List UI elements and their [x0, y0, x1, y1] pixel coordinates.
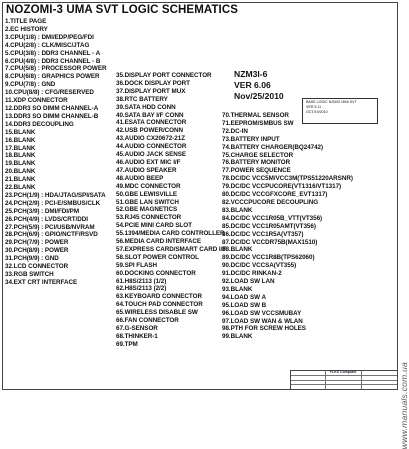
toc-entry: 22.BLANK: [5, 184, 36, 192]
toc-entry: 98.PTH FOR SCREW HOLES: [222, 325, 306, 333]
toc-entry: 83.BLANK: [222, 206, 253, 214]
toc-entry: 1.TITLE PAGE: [5, 18, 47, 25]
toc-entry: 50.GBE LEWISVILLE: [116, 190, 178, 198]
toc-entry: 93.BLANK: [222, 285, 253, 293]
toc-entry: 97.LOAD SW WAN & WLAN: [222, 317, 303, 325]
toc-column-1: [5, 18, 106, 287]
toc-entry: 36.DOCK DISPLAY PORT: [116, 79, 190, 87]
toc-entry: 39.SATA HDD CONN: [116, 103, 176, 111]
title-block-rule: [291, 384, 397, 385]
toc-entry: 12.DDR3 SO DIMM CHANNEL-A: [5, 104, 99, 112]
toc-entry: 67.G-SENSOR: [116, 325, 158, 332]
toc-entry: 32.LCD CONNECTOR: [5, 263, 69, 271]
toc-entry: 52.GBE MAGNETICS: [116, 206, 178, 214]
toc-entry: 62.H8S/2113 (2/2): [116, 285, 167, 293]
toc-entry: 96.LOAD SW VCCSMUBAY: [222, 309, 302, 317]
toc-entry: 89.DC/DC VCC1R8B(TPS62060): [222, 254, 315, 262]
title-block-rule: [291, 380, 397, 381]
toc-entry: 86.DC/DC VCC1R5A(VT357): [222, 230, 304, 238]
toc-entry: 13.DDR3 SO DIMM CHANNEL-B: [5, 112, 99, 120]
toc-entry: 90.DC/DC VCCSA(VT355): [222, 262, 297, 270]
note-line-3: OCT/19/2010: [306, 110, 328, 114]
toc-entry: 40.SATA BAY I/F CONN: [116, 111, 184, 119]
toc-entry: 19.BLANK: [5, 160, 36, 168]
toc-entry: 69.TPM: [116, 340, 138, 348]
toc-entry: 46.AUDIO EXT MIC I/F: [116, 158, 181, 166]
toc-entry: 28.PCH(6/9) : GPIO/NCTF/RSVD: [5, 231, 98, 239]
toc-entry: 95.LOAD SW B: [222, 301, 267, 309]
toc-entry: 43.AUDIO CX20672-21Z: [116, 135, 185, 143]
toc-entry: 37.DISPLAY PORT MUX: [116, 87, 186, 95]
toc-entry: 7.CPU(5/8) : PROCESSOR POWER: [5, 65, 107, 73]
toc-entry: 94.LOAD SW A: [222, 293, 266, 301]
toc-entry: 54.PCIE MINI CARD SLOT: [116, 222, 192, 230]
revision-date: Nov/25/2010: [234, 91, 284, 101]
toc-entry: 84.DC/DC VCC1R05B_VTT(VT356): [222, 214, 323, 222]
note-line-2: VER 5.11: [306, 105, 322, 109]
toc-entry: 29.PCH(7/9) : POWER: [5, 239, 69, 247]
toc-entry: 27.PCH(5/9) : PCI/USB/NVRAM: [5, 223, 95, 231]
toc-entry: 82.VCCCPUCORE DECOUPLING: [222, 198, 319, 206]
toc-entry: 42.USB POWER/CONN: [116, 127, 184, 135]
toc-entry: 3.CPU(1/8) : DMI/EDP/PEG/FDI: [5, 33, 94, 41]
toc-entry: 74.BATTERY CHARGER(BQ24742): [222, 143, 324, 151]
toc-entry: 61.H8S/2113 (1/2): [116, 277, 167, 285]
toc-entry: 2.EC HISTORY: [5, 25, 48, 33]
toc-entry: 60.DOCKING CONNECTOR: [116, 269, 196, 277]
toc-entry: 41.ESATA CONNECTOR: [116, 119, 187, 127]
toc-entry: 23.PCH(1/9) : HDA/JTAG/SPI/SATA: [5, 191, 106, 199]
toc-entry: 35.DISPLAY PORT CONNECTOR: [116, 72, 212, 79]
toc-entry: 73.BATTERY INPUT: [222, 135, 280, 143]
toc-entry: 4.CPU(2/8) : CLK/MISC/JTAG: [5, 41, 90, 49]
toc-entry: 77.POWER SEQUENCE: [222, 167, 291, 175]
toc-entry: 87.DC/DC VCCDR75B(MAX1510): [222, 238, 318, 246]
toc-entry: 75.CHARGE SELECTOR: [222, 151, 294, 159]
revision-info: [234, 69, 284, 102]
base-logic-note-box: [302, 98, 378, 124]
document-title: NOZOMI-3 UMA SVT LOGIC SCHEMATICS: [6, 4, 239, 16]
toc-entry: 92.LOAD SW LAN: [222, 278, 275, 286]
model-number: NZM3I-6: [234, 69, 268, 79]
toc-entry: 63.KEYBOARD CONNECTOR: [116, 293, 202, 301]
toc-entry: 20.BLANK: [5, 168, 36, 176]
toc-entry: 16.BLANK: [5, 136, 36, 144]
toc-entry: 65.WIRELESS DISABLE SW: [116, 309, 198, 317]
toc-entry: 78.DC/DC VCC5M/VCC3M(TPS51220ARSNR): [222, 175, 353, 183]
toc-entry: 10.CPU(8/8) : CFG/RESERVED: [5, 89, 94, 97]
title-block-divider: [361, 371, 362, 389]
toc-column-3: [222, 112, 353, 341]
version-label: VER 6.06: [234, 80, 271, 90]
toc-entry: 79.DC/DC VCCPUCORE(VT1316/VT1317): [222, 183, 342, 191]
toc-entry: 31.PCH(9/9) : GND: [5, 255, 59, 263]
toc-entry: 57.EXPRESS CARD/SMART CARD I/F: [116, 245, 227, 253]
toc-entry: 15.BLANK: [5, 128, 36, 136]
toc-entry: 33.RGB SWITCH: [5, 271, 54, 278]
toc-entry: 48.AUDIO BEEP: [116, 174, 164, 182]
toc-entry: 47.AUDIO SPEAKER: [116, 166, 177, 174]
toc-entry: 44.AUDIO CONNECTOR: [116, 143, 187, 151]
company-name: FLEX Computer: [330, 370, 357, 374]
toc-entry: 21.BLANK: [5, 176, 36, 184]
toc-entry: 14.DDR3 DECOUPLING: [5, 120, 74, 128]
toc-entry: 99.BLANK: [222, 333, 253, 341]
toc-entry: 49.MDC CONNECTOR: [116, 182, 181, 190]
toc-entry: 34.EXT CRT INTERFACE: [5, 278, 78, 286]
toc-entry: 30.PCH(8/9) : POWER: [5, 247, 69, 255]
toc-entry: 91.DC/DC RINKAN-2: [222, 270, 282, 278]
toc-entry: 66.FAN CONNECTOR: [116, 317, 179, 325]
toc-column-2: [116, 72, 226, 349]
toc-entry: 51.GBE LAN SWITCH: [116, 198, 179, 206]
title-block-divider: [325, 371, 326, 389]
toc-entry: 56.MEDIA CARD INTERFACE: [116, 238, 202, 246]
toc-entry: 11.XDP CONNECTOR: [5, 97, 68, 105]
toc-entry: 55.1394/MEDIA CARD CONTROLLER: [116, 230, 225, 238]
toc-entry: 64.TOUCH PAD CONNECTOR: [116, 301, 203, 309]
toc-entry: 58.SLOT POWER CONTROL: [116, 253, 199, 261]
toc-entry: 9.CPU(7/8) : GND: [5, 81, 56, 89]
toc-entry: 8.CPU(6/8) : GRAPHICS POWER: [5, 73, 100, 81]
toc-entry: 53.RJ45 CONNECTOR: [116, 214, 182, 222]
toc-entry: 71.EEPROM/SMBUS SW: [222, 119, 294, 127]
site-watermark: www.manuals.com.ua: [399, 362, 409, 449]
toc-entry: 72.DC-IN: [222, 127, 248, 135]
toc-entry: 88.BLANK: [222, 246, 253, 254]
toc-entry: 85.DC/DC VCC1R05AMT(VT356): [222, 222, 316, 230]
toc-entry: 24.PCH(2/9) : PCI-E/SMBUS/CLK: [5, 199, 101, 207]
toc-entry: 80.DC/DC VCCGFXCORE_EVT1317): [222, 191, 328, 199]
toc-entry: 76.BATTERY MONITOR: [222, 159, 291, 167]
toc-entry: 59.SPI FLASH: [116, 261, 158, 269]
toc-entry: 17.BLANK: [5, 144, 36, 152]
toc-entry: 70.THERMAL SENSOR: [222, 112, 289, 119]
toc-entry: 45.AUDIO JACK SENSE: [116, 151, 187, 159]
toc-entry: 25.PCH(3/9) : DMI/FDI/PM: [5, 207, 80, 215]
toc-entry: 6.CPU(4/8) : DDR3 CHANNEL - B: [5, 57, 101, 65]
toc-entry: 26.PCH(4/9) : LVDS/CRT/DDI: [5, 215, 88, 223]
toc-entry: 38.RTC BATTERY: [116, 95, 168, 103]
toc-entry: 5.CPU(3/8) : DDR3 CHANNEL - A: [5, 49, 101, 57]
toc-entry: 68.THINKER-1: [116, 332, 158, 340]
toc-entry: 18.BLANK: [5, 152, 36, 160]
title-block-rule: [291, 375, 397, 376]
note-line-1: BASE LOGIC NZMSI UMA SVT: [306, 100, 357, 104]
